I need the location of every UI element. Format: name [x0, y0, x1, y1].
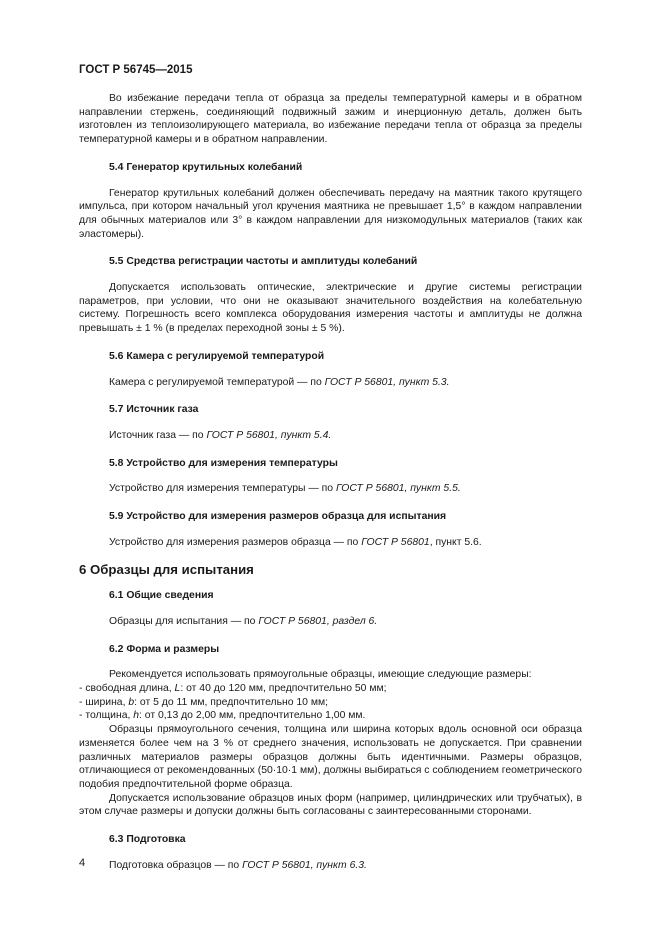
- standard-reference: ГОСТ Р 56801, пункт 5.3.: [324, 376, 450, 388]
- dimension-list: [79, 682, 582, 723]
- section-5-8-text: Устройство для измерения температуры — по ГОСТ Р 56801, пункт 5.5.: [109, 483, 461, 495]
- section-6-3-text: Подготовка образцов — по ГОСТ Р 56801, пункт 6.3.: [109, 859, 367, 871]
- section-6-2-para-2: Допускается использование образцов иных форм (например, цилиндрических или трубчатых), в этом случае размеры и допуски должны быть согласованы с заинтересованными сторонами.: [79, 792, 582, 818]
- section-5-5-text: Допускается использовать оптические, электрические и другие системы регистрации параметров, при условии, что они не оказывают значительного воздействия на колебательную систему. Погрешность всего комплекса оборудования измерения частоты и амплитуды не должна превышать ± 1 % (в пределах переходной зоны ± 5 %).: [79, 282, 582, 335]
- page-number: 4: [79, 857, 86, 869]
- section-6-2-lead: Рекомендуется использовать прямоугольные образцы, имеющие следующие размеры:: [109, 669, 532, 681]
- section-5-7-title: 5.7 Источник газа: [109, 404, 199, 416]
- standard-reference: ГОСТ Р 56801, пункт 6.3.: [242, 859, 367, 871]
- section-5-5-title: 5.5 Средства регистрации частоты и амплитуды колебаний: [109, 256, 418, 268]
- section-5-9-title: 5.9 Устройство для измерения размеров образца для испытания: [109, 511, 447, 523]
- section-6-heading: 6 Образцы для испытания: [79, 562, 254, 578]
- list-item: - свободная длина, L: от 40 до 120 мм, предпочтительно 50 мм;: [79, 682, 387, 694]
- section-6-1-title: 6.1 Общие сведения: [109, 590, 214, 602]
- document-code-header: ГОСТ Р 56745—2015: [79, 64, 193, 76]
- page-content: [79, 92, 582, 872]
- section-5-6-text: Камера с регулируемой температурой — по ГОСТ Р 56801, пункт 5.3.: [109, 376, 450, 388]
- standard-reference: ГОСТ Р 56801: [361, 536, 430, 548]
- standard-reference: ГОСТ Р 56801, раздел 6.: [258, 615, 378, 627]
- standard-reference: ГОСТ Р 56801, пункт 5.4.: [206, 429, 332, 441]
- section-6-2-para-1: Образцы прямоугольного сечения, толщина или ширина которых вдоль основной оси образца изменяется более чем на 3 % от среднего значения, использовать не допускается. При сравнении различных материалов размеры образцов должны быть идентичными. Размеры образцов, отличающиеся от рекомендованных (50·10·1 мм), должны выбираться с соблюдением геометрического подобия предпочтительной форме образца.: [79, 724, 582, 790]
- section-5-4-title: 5.4 Генератор крутильных колебаний: [109, 161, 303, 173]
- section-5-4-text: Генератор крутильных колебаний должен обеспечивать передачу на маятник такого крутящего импульса, при котором начальный угол кручения маятника не превышает 1,5° в каждом направлении для обычных материалов или 3° в каждом направлении для низкомодульных материалов (таких как эластомеры).: [79, 187, 582, 240]
- section-5-7-text: Источник газа — по ГОСТ Р 56801, пункт 5.4.: [109, 429, 332, 441]
- section-5-6-title: 5.6 Камера с регулируемой температурой: [109, 350, 325, 362]
- standard-reference: ГОСТ Р 56801, пункт 5.5.: [335, 483, 461, 495]
- intro-paragraph: Во избежание передачи тепла от образца за пределы температурной камеры и в обратном направлении стержень, соединяющий подвижный зажим и инерционную деталь, должен быть изготовлен из теплоизолирующего материала, во избежание передачи тепла от образца за пределы температурной камеры и в обратном направлении.: [79, 93, 582, 146]
- list-item: - толщина, h: от 0,13 до 2,00 мм, предпочтительно 1,00 мм.: [79, 710, 366, 722]
- section-5-8-title: 5.8 Устройство для измерения температуры: [109, 457, 338, 469]
- section-6-2-title: 6.2 Форма и размеры: [109, 643, 220, 655]
- section-5-9-text: Устройство для измерения размеров образца — по ГОСТ Р 56801, пункт 5.6.: [109, 536, 482, 548]
- section-6-3-title: 6.3 Подготовка: [109, 834, 186, 846]
- section-6-1-text: Образцы для испытания — по ГОСТ Р 56801, раздел 6.: [109, 615, 378, 627]
- list-item: - ширина, b: от 5 до 11 мм, предпочтительно 10 мм;: [79, 696, 328, 708]
